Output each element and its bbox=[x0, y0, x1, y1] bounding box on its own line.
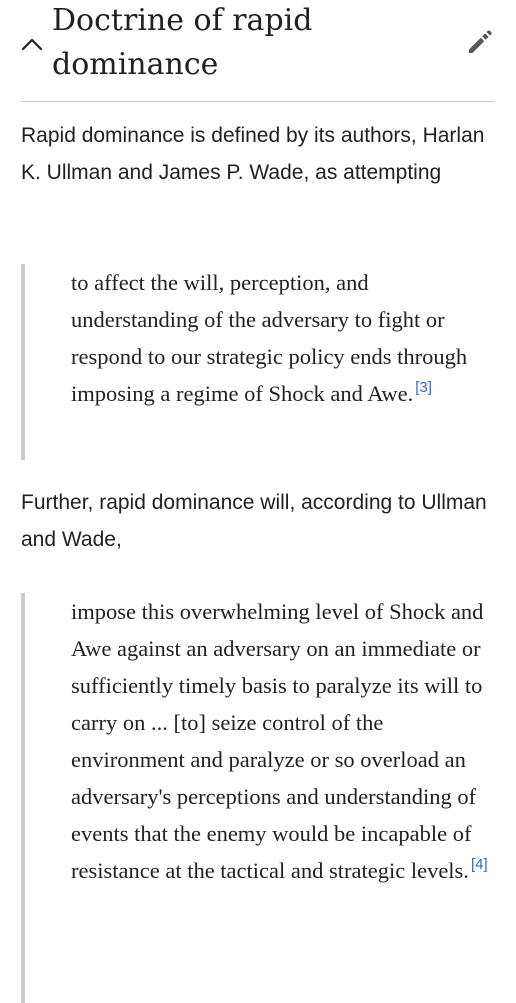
quote-body: impose this overwhelming level of Shock and Awe against an adversary on an immediate or sufficiently timely basis to paralyze its will to carry on ... [to] seize control of the environment and paralyze or so overload an adversary's perceptions and understanding of events that the enemy would be incapable of resistance at the tactical and strategic levels. bbox=[71, 599, 484, 883]
pencil-icon[interactable] bbox=[466, 28, 494, 56]
chevron-up-icon[interactable] bbox=[19, 30, 45, 56]
quote-body: to affect the will, perception, and understanding of the adversary to fight or respond to our strategic policy ends through imposing a regime of Shock and Awe. bbox=[71, 270, 468, 406]
quote-text bbox=[71, 264, 491, 412]
blockquote-overwhelming-level bbox=[21, 593, 491, 1003]
section-divider bbox=[21, 101, 495, 102]
quote-text bbox=[71, 593, 491, 889]
followup-paragraph: Further, rapid dominance will, according to Ullman and Wade, bbox=[21, 491, 487, 551]
citation-link[interactable]: [3] bbox=[415, 379, 432, 396]
section-header bbox=[0, 0, 516, 102]
blockquote-shock-and-awe bbox=[21, 264, 491, 460]
section-title: Doctrine of rapid dominance bbox=[52, 3, 313, 82]
intro-paragraph: Rapid dominance is defined by its authors, Harlan K. Ullman and James P. Wade, as attempting bbox=[21, 124, 485, 184]
citation-link[interactable]: [4] bbox=[470, 856, 488, 873]
